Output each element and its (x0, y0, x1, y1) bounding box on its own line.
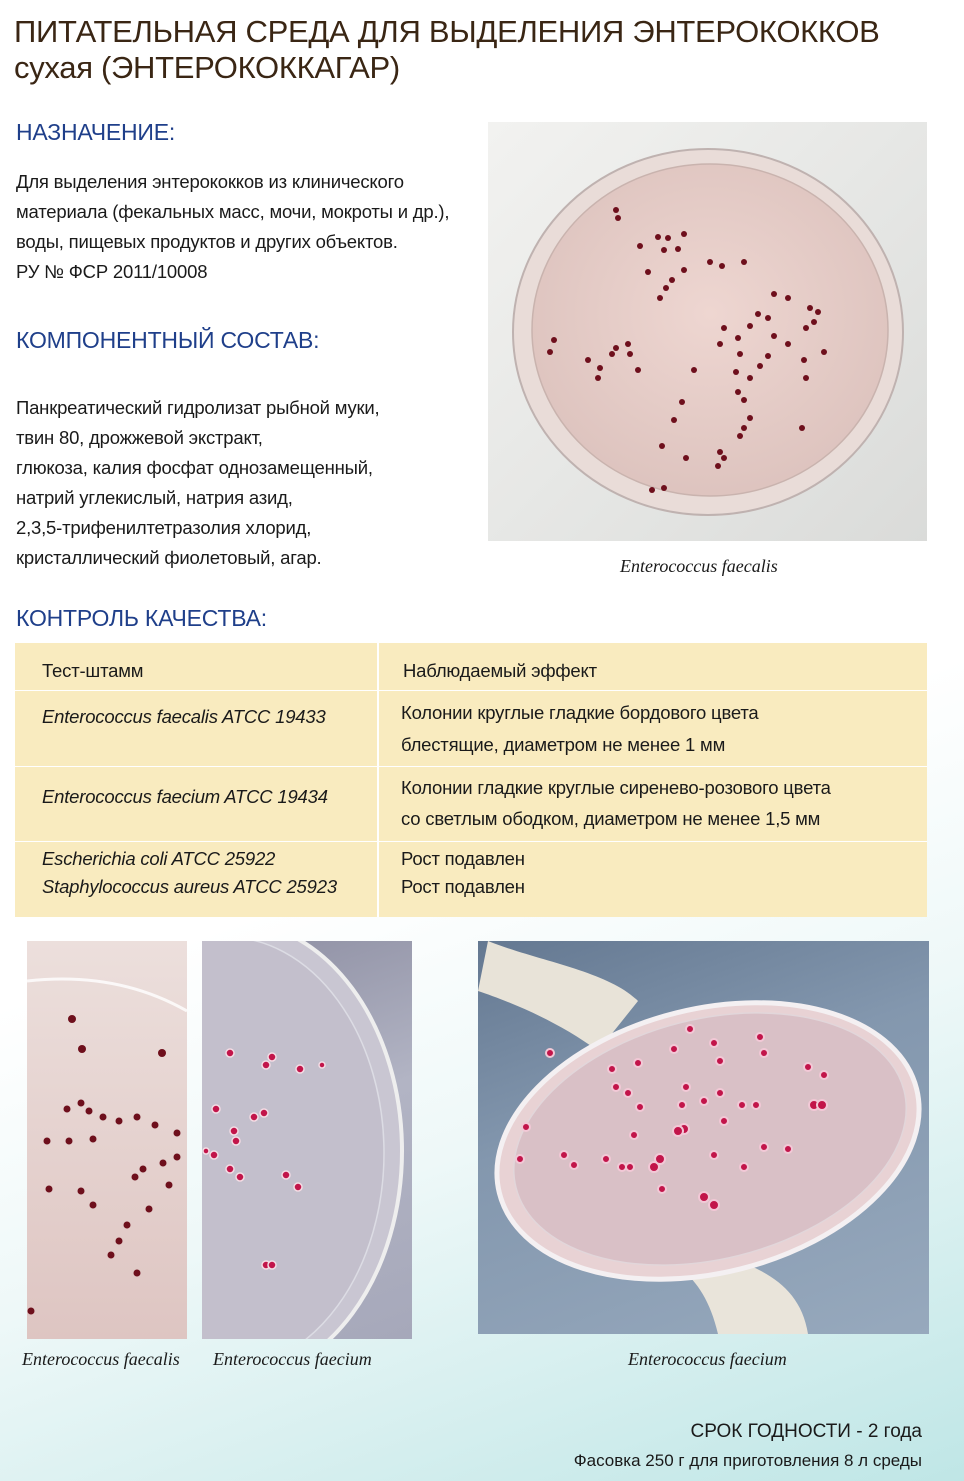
shelf-life: СРОК ГОДНОСТИ - 2 года (690, 1421, 922, 1442)
page-title (14, 14, 944, 86)
effect-cell (401, 697, 759, 761)
strain-cell: Enterococcus faecalis ATCC 19433 (42, 706, 326, 727)
photo-faecium-plate (202, 941, 412, 1339)
purpose-line: воды, пищевых продуктов и других объектов. (16, 231, 398, 252)
composition-line: 2,3,5-трифенилтетразолия хлорид, (16, 517, 312, 538)
hand-plate-illustration (478, 941, 929, 1334)
title-line-2: сухая (ЭНТЕРОКОККАГАР) (14, 50, 400, 85)
quality-control-heading: КОНТРОЛЬ КАЧЕСТВА: (16, 605, 267, 631)
effect-line: Колонии гладкие круглые сиренево-розового цвета (401, 777, 831, 798)
composition-line: кристаллический фиолетовый, агар. (16, 547, 322, 568)
purpose-line: материала (фекальных масс, мочи, мокроты и др.), (16, 201, 450, 222)
effect-cell (401, 845, 525, 901)
effect-line: Рост подавлен (401, 848, 525, 869)
table-row (15, 690, 927, 767)
strain-line: Staphylococcus aureus ATCC 25923 (42, 876, 337, 897)
purpose-text (16, 167, 486, 287)
packaging-info: Фасовка 250 г для приготовления 8 л среды (573, 1451, 922, 1470)
petri-dish-photo-faecalis (488, 122, 927, 541)
registration-number: РУ № ФСР 2011/10008 (16, 261, 208, 282)
composition-heading: КОМПОНЕНТНЫЙ СОСТАВ: (16, 327, 320, 353)
strain-cell: Enterococcus faecium ATCC 19434 (42, 786, 328, 807)
petri-dish-illustration (488, 122, 927, 541)
strain-cell (42, 845, 337, 901)
table-header-row (15, 643, 927, 691)
photo-faecalis-closeup (27, 941, 187, 1339)
composition-line: твин 80, дрожжевой экстракт, (16, 427, 263, 448)
table-row (15, 767, 927, 842)
effect-line: со светлым ободком, диаметром не менее 1,5 мм (401, 808, 821, 829)
composition-line: натрий углекислый, натрия азид, (16, 487, 293, 508)
bottom-caption-3: Enterococcus faecium (628, 1349, 787, 1369)
effect-line: Колонии круглые гладкие бордового цвета (401, 702, 759, 723)
table-row (15, 842, 927, 917)
column-header-strain: Тест-штамм (42, 660, 144, 681)
purpose-line: Для выделения энтерококков из клинического (16, 171, 404, 192)
table-column-divider (377, 643, 379, 917)
photo-faecium-in-hand (478, 941, 929, 1334)
bottom-caption-2: Enterococcus faecium (213, 1349, 372, 1369)
effect-line: Рост подавлен (401, 876, 525, 897)
plate-illustration (202, 941, 412, 1339)
purpose-heading: НАЗНАЧЕНИЕ: (16, 119, 176, 145)
effect-line: блестящие, диаметром не менее 1 мм (401, 734, 726, 755)
quality-control-table (15, 643, 927, 917)
composition-line: Панкреатический гидролизат рыбной муки, (16, 397, 380, 418)
title-line-1: ПИТАТЕЛЬНАЯ СРЕДА ДЛЯ ВЫДЕЛЕНИЯ ЭНТЕРОКОККОВ (14, 14, 880, 49)
effect-cell (401, 772, 831, 834)
top-photo-caption: Enterococcus faecalis (620, 556, 778, 576)
column-header-effect: Наблюдаемый эффект (403, 660, 597, 681)
bottom-caption-1: Enterococcus faecalis (22, 1349, 180, 1369)
composition-line: глюкоза, калия фосфат однозамещенный, (16, 457, 373, 478)
closeup-illustration (27, 941, 187, 1339)
strain-line: Escherichia coli ATCC 25922 (42, 848, 276, 869)
composition-text (16, 393, 486, 573)
